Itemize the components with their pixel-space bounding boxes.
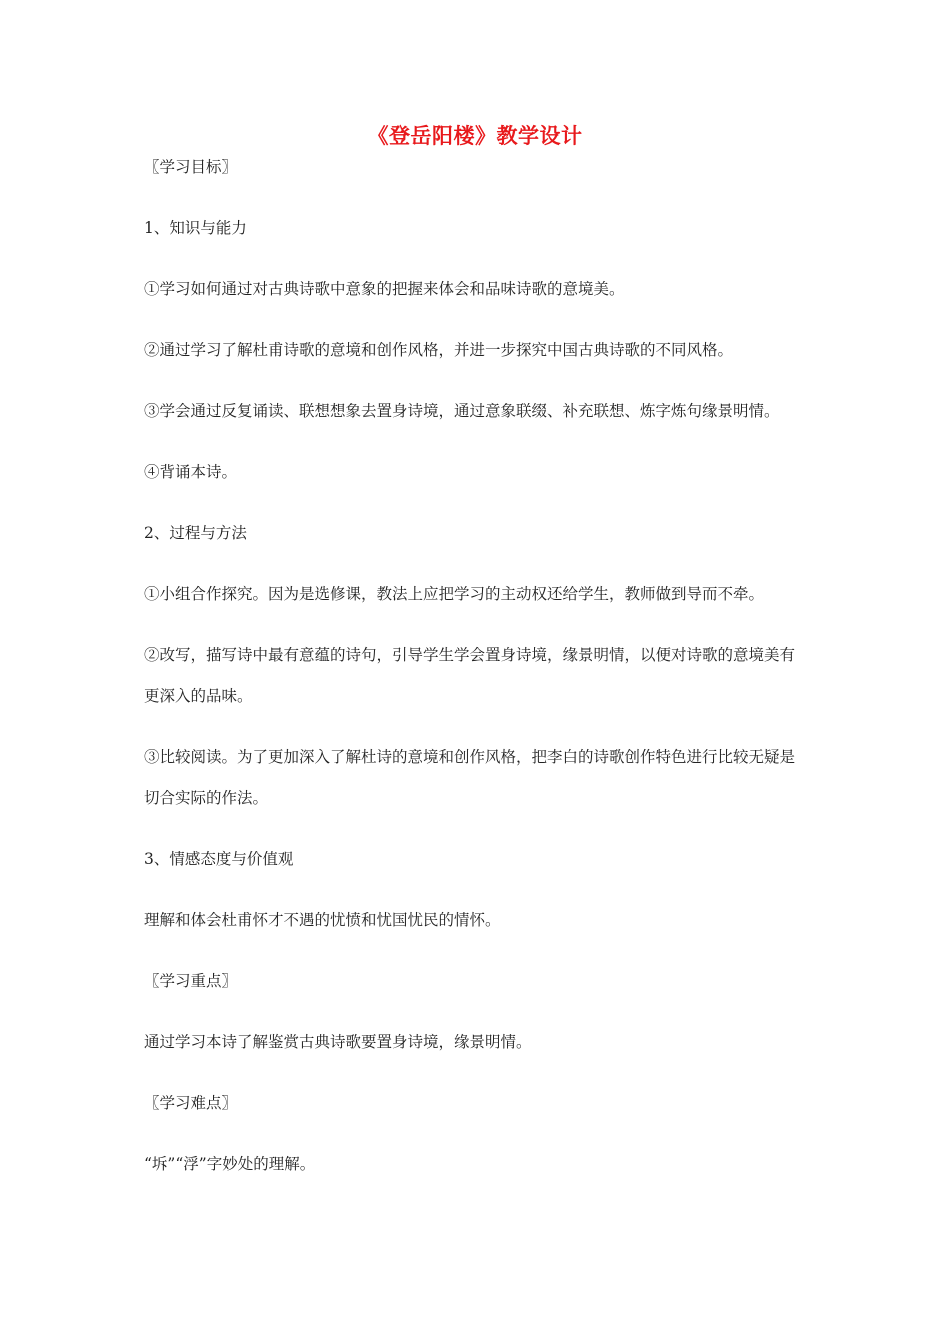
paragraph: ③比较阅读。为了更加深入了解杜诗的意境和创作风格，把李白的诗歌创作特色进行比较无疑是切合实际的作法。: [144, 748, 796, 807]
paragraph: ③学会通过反复诵读、联想想象去置身诗境，通过意象联缀、补充联想、炼字炼句缘景明情。: [144, 402, 780, 420]
subsection-knowledge-ability: 1、知识与能力: [144, 219, 247, 237]
subsection-emotion-values: 3、情感态度与价值观: [144, 850, 294, 868]
paragraph: ②通过学习了解杜甫诗歌的意境和创作风格，并进一步探究中国古典诗歌的不同风格。: [144, 341, 734, 359]
paragraph: 通过学习本诗了解鉴赏古典诗歌要置身诗境，缘景明情。: [144, 1033, 532, 1051]
paragraph: ④背诵本诗。: [144, 463, 238, 481]
document-title: 《登岳阳楼》教学设计: [367, 123, 583, 148]
paragraph: ①小组合作探究。因为是选修课，教法上应把学习的主动权还给学生，教师做到导而不牵。: [144, 585, 765, 603]
subsection-process-method: 2、过程与方法: [144, 524, 247, 542]
section-heading-key-points: 〖学习重点〗: [144, 972, 238, 990]
section-heading-objectives: 〖学习目标〗: [144, 158, 238, 176]
section-heading-difficulties: 〖学习难点〗: [144, 1094, 238, 1112]
paragraph: ①学习如何通过对古典诗歌中意象的把握来体会和品味诗歌的意境美。: [144, 280, 625, 298]
paragraph: ②改写，描写诗中最有意蕴的诗句，引导学生学会置身诗境，缘景明情，以便对诗歌的意境美有更深入的品味。: [144, 646, 796, 705]
paragraph: 理解和体会杜甫怀才不遇的忧愤和忧国忧民的情怀。: [144, 911, 501, 929]
paragraph: “坼”“浮”字妙处的理解。: [144, 1155, 316, 1173]
document-body: [144, 147, 808, 1185]
